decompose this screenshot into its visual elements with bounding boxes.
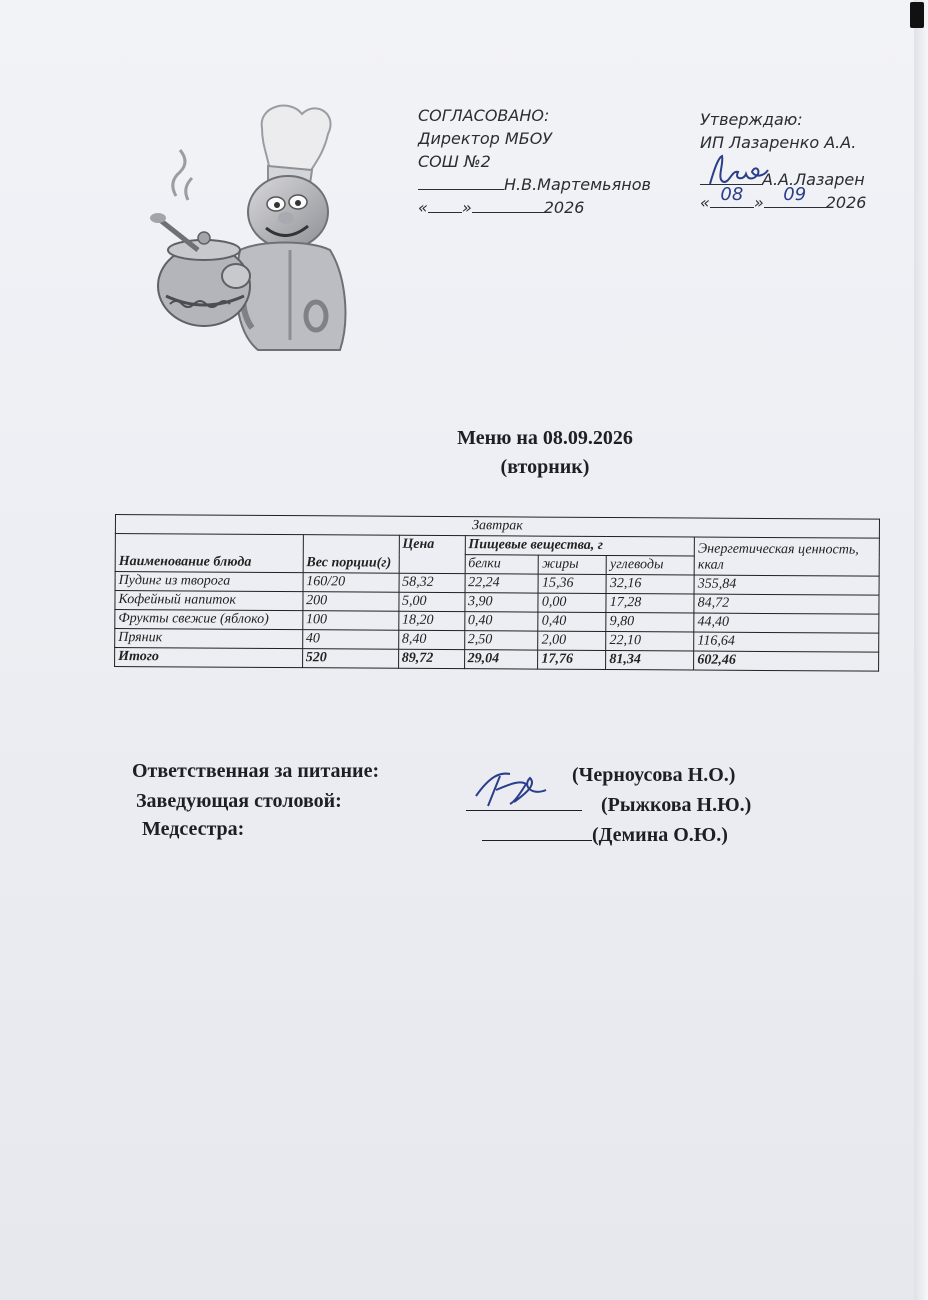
menu-table [114,514,880,672]
cell-price: 5,00 [399,592,465,611]
menu-title-weekday: (вторник) [500,456,590,478]
cell-weight: 40 [302,630,398,650]
chef-illustration [140,100,360,360]
handwritten-day: 08 [720,184,744,205]
cell-carbs: 32,16 [606,575,694,595]
cell-fats: 2,00 [538,631,606,650]
approval-right-signer: А.А.Лазарен [762,170,865,189]
menu-rows [115,572,879,653]
signature-name-canteen-head [466,792,751,818]
date-quote-open: « [700,193,710,212]
date-quote-open: « [418,198,428,217]
approval-left-block [418,104,651,219]
cell-carbs: 17,28 [606,594,694,614]
cell-proteins: 0,40 [464,612,538,631]
handwritten-month: 09 [783,184,807,205]
date-quote-close: » [753,193,764,212]
cell-fats: 0,40 [538,612,606,631]
approval-right-line1: ИП Лазаренко А.А. [700,133,857,152]
meal-name: Завтрак [115,515,879,539]
signature-line [466,792,582,811]
signature-role: Медсестра: [142,818,245,840]
approval-left-signer-line [418,173,651,196]
header-weight: Вес порции(г) [303,535,399,574]
total-proteins: 29,04 [464,650,538,669]
month-blank [472,196,544,213]
cell-energy: 355,84 [694,575,879,595]
dark-corner [910,2,924,28]
approval-left-year: 2026 [543,198,585,217]
approval-right-date-line [700,184,867,214]
page-edge-shadow [914,0,928,1300]
signature-role: Заведующая столовой: [136,790,342,812]
cell-fats: 15,36 [538,574,606,593]
cell-carbs: 22,10 [606,632,694,652]
total-price: 89,72 [398,649,464,668]
cell-name: Кофейный напиток [115,591,303,611]
cell-weight: 100 [303,611,399,631]
cell-fats: 0,00 [538,593,606,612]
cell-price: 18,20 [398,611,464,630]
menu-title-date: Меню на 08.09.2026 [457,427,633,449]
cell-weight: 200 [303,592,399,612]
header-proteins: белки [465,555,539,574]
cell-proteins: 22,24 [465,574,539,593]
day-blank [710,184,754,208]
signature-row-canteen-head [136,788,342,814]
header-nutrients: Пищевые вещества, г [465,536,695,556]
signature-name: (Рыжкова Н.Ю.) [601,794,752,816]
header-name: Наименование блюда [115,534,303,573]
total-weight: 520 [302,649,398,669]
approval-left-line1: Директор МБОУ [418,129,553,148]
approval-right-year: 2026 [825,193,867,212]
signature-role: Ответственная за питание: [132,760,380,782]
signature-name: (Черноусова Н.О.) [572,764,736,786]
date-quote-close: » [461,198,472,217]
approval-left-signer: Н.В.Мартемьянов [504,175,651,194]
total-row [115,648,879,672]
cell-proteins: 3,90 [464,593,538,612]
signature-blank [418,173,504,190]
approval-left-date-line [418,196,651,219]
cell-energy: 44,40 [694,613,879,633]
cell-name: Фрукты свежие (яблоко) [115,610,303,630]
approval-right-heading: Утверждаю: [700,110,803,129]
total-energy: 602,46 [694,651,879,671]
total-carbs: 81,34 [606,651,694,671]
header-fats: жиры [539,555,607,574]
cell-weight: 160/20 [303,573,399,593]
cell-energy: 116,64 [694,632,879,652]
cell-price: 58,32 [399,573,465,592]
header-energy: Энергетическая ценность, ккал [694,537,879,576]
signature-row-nurse [142,816,244,842]
cell-carbs: 9,80 [606,613,694,633]
approval-left-line2: СОШ №2 [418,152,491,171]
approval-right-block [700,108,866,214]
signature-name-responsible [572,762,735,788]
signature-line [482,822,592,841]
total-fats: 17,76 [538,650,606,669]
cell-proteins: 2,50 [464,631,538,650]
cell-name: Пудинг из творога [115,572,303,592]
signature-row-responsible [132,758,379,784]
signature-name: (Демина О.Ю.) [592,824,728,846]
cell-price: 8,40 [398,630,464,649]
day-blank [428,196,462,213]
cell-energy: 84,72 [694,594,879,614]
handwritten-signature [470,766,550,810]
header-carbs: углеводы [606,556,694,576]
menu-title [300,424,790,482]
cell-name: Пряник [115,629,303,649]
total-label: Итого [115,648,303,668]
approval-left-heading: СОГЛАСОВАНО: [418,106,550,125]
header-price: Цена [399,535,465,573]
column-header-row [115,534,879,558]
signature-name-nurse [482,822,728,848]
month-blank [764,184,826,208]
